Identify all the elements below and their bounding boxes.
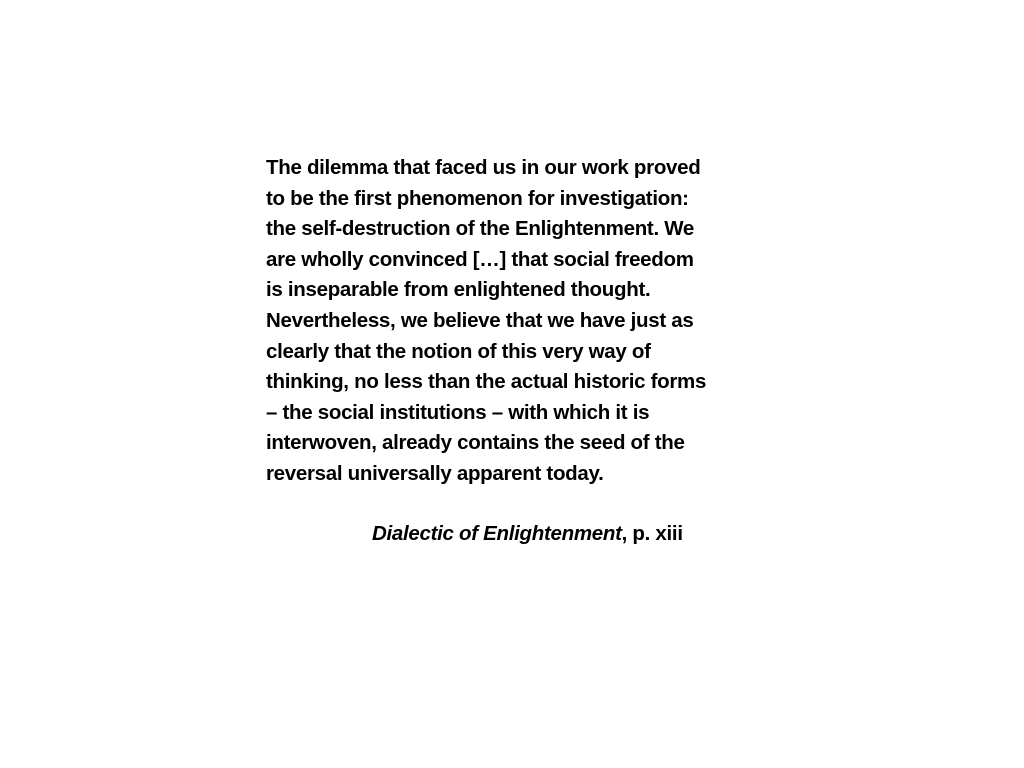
citation-page: , p. xiii xyxy=(621,522,683,545)
quote-line: clearly that the notion of this very way of xyxy=(266,339,651,363)
quote-line: The dilemma that faced us in our work proved xyxy=(266,156,701,179)
quote-line: Nevertheless, we believe that we have just as xyxy=(266,308,694,332)
quote-block xyxy=(266,153,766,490)
quote-line: reversal universally apparent today. xyxy=(266,461,604,485)
quote-line: – the social institutions – with which it is xyxy=(266,400,650,424)
quote-line: the self-destruction of the Enlightenment. We xyxy=(266,217,695,241)
citation xyxy=(372,519,683,550)
quote-line: interwoven, already contains the seed of the xyxy=(266,431,685,455)
citation-book-title: Dialectic of Enlightenment xyxy=(372,522,622,545)
quote-line: are wholly convinced […] that social freedom xyxy=(266,247,694,271)
quote-line: thinking, no less than the actual historic forms xyxy=(266,370,707,394)
quote-line: to be the first phenomenon for investigation: xyxy=(266,186,689,210)
quote-line: is inseparable from enlightened thought. xyxy=(266,278,651,302)
